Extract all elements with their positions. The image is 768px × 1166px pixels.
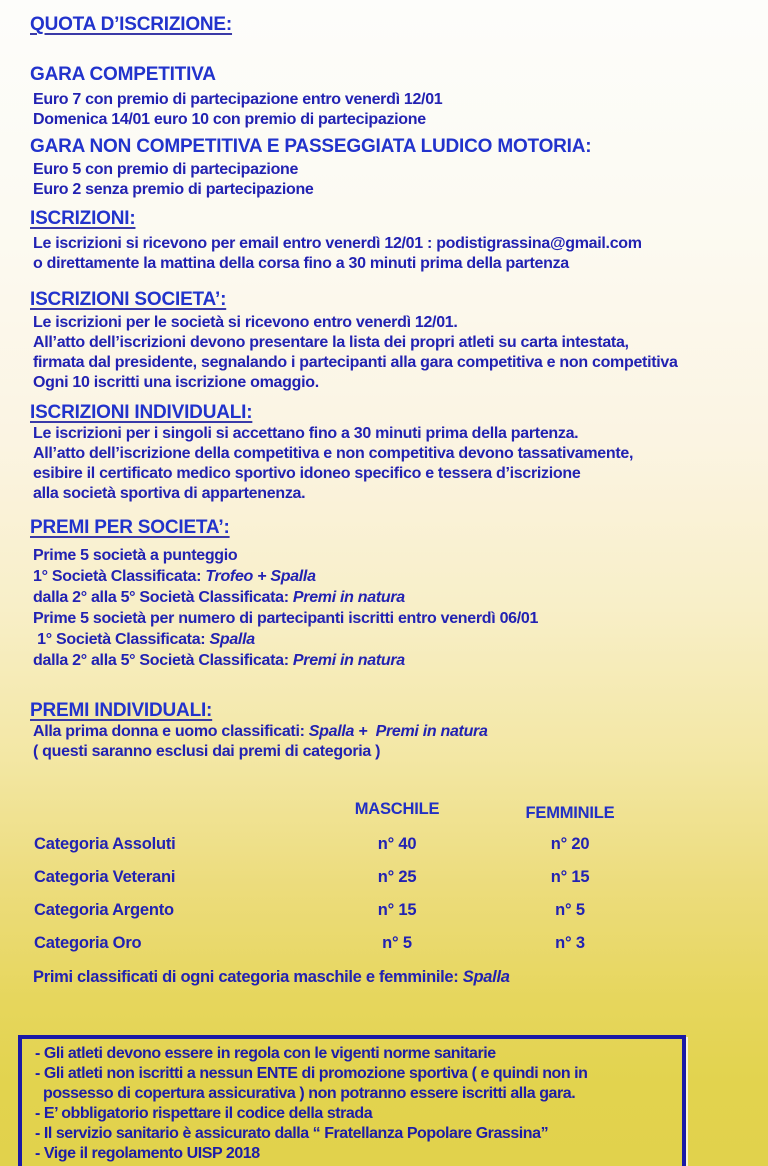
text-plain: Alla prima donna e uomo classificati: — [33, 723, 309, 740]
section-gara-non-competitiva — [30, 160, 758, 200]
table-cell-femminile: n° 20 — [550, 835, 590, 853]
text-line — [30, 566, 758, 587]
text-line — [30, 545, 758, 566]
section-heading-iscrizioni: ISCRIZIONI: — [30, 208, 136, 229]
notice-line: - Il servizio sanitario è assicurato dalla “ Fratellanza Popolare Grassina” — [35, 1125, 549, 1142]
text-plain: 1° Società Classificata: — [33, 568, 206, 585]
table-cell-femminile: n° 15 — [550, 868, 590, 886]
table-header-maschile: MASCHILE — [354, 800, 440, 818]
notice-box — [18, 1035, 686, 1166]
text-line — [30, 722, 758, 742]
text-plain: Prime 5 società per numero di partecipanti iscritti entro venerdì 06/01 — [33, 610, 539, 627]
section-heading-gara-non-competitiva: GARA NON COMPETITIVA E PASSEGGIATA LUDICO MOTORIA: — [30, 136, 592, 157]
table-row — [30, 835, 758, 854]
text-line — [30, 650, 758, 671]
text-line: alla società sportiva di appartenenza. — [33, 485, 306, 502]
table-cell-maschile: n° 25 — [377, 868, 417, 886]
text-line: All’atto dell’iscrizioni devono presentare la lista dei propri atleti su carta intestata, — [33, 334, 629, 351]
text-line-email: Le iscrizioni si ricevono per email entro venerdì 12/01 : podistigrassina@gmail.com — [33, 235, 642, 252]
table-cell-label: Categoria Argento — [34, 901, 174, 919]
text-italic: Premi in natura — [292, 652, 405, 669]
text-line: firmata dal presidente, segnalando i partecipanti alla gara competitiva e non competitiva — [33, 354, 678, 371]
table-cell-maschile: n° 15 — [377, 901, 417, 919]
table-header-row — [30, 800, 758, 822]
text-line: Euro 5 con premio di partecipazione — [33, 161, 299, 178]
notice-line: - E’ obbligatorio rispettare il codice della strada — [35, 1105, 373, 1122]
text-line: Euro 7 con premio di partecipazione entro venerdì 12/01 — [33, 91, 443, 108]
text-line: Ogni 10 iscritti una iscrizione omaggio. — [33, 374, 319, 391]
text-line: All’atto dell’iscrizione della competitiva e non competitiva devono tassativamente, — [33, 445, 634, 462]
section-iscrizioni-individuali — [30, 424, 758, 504]
text-line: o direttamente la mattina della corsa fino a 30 minuti prima della partenza — [33, 255, 569, 272]
table-row — [30, 901, 758, 920]
section-heading-iscrizioni-societa: ISCRIZIONI SOCIETA’: — [30, 289, 227, 310]
section-heading-premi-individuali: PREMI INDIVIDUALI: — [30, 700, 213, 721]
section-iscrizioni — [30, 234, 758, 274]
table-header-femminile: FEMMINILE — [525, 804, 615, 822]
text-plain: dalla 2° alla 5° Società Classificata: — [33, 652, 293, 669]
table-cell-maschile: n° 40 — [377, 835, 417, 853]
text-italic: Spalla + Premi in natura — [308, 723, 488, 740]
text-plain: 1° Società Classificata: — [33, 631, 210, 648]
table-footer-note — [30, 967, 758, 987]
page-title: QUOTA D’ISCRIZIONE: — [30, 14, 233, 35]
text-line: Le iscrizioni per le società si ricevono entro venerdì 12/01. — [33, 314, 458, 331]
table-row — [30, 934, 758, 953]
text-line: esibire il certificato medico sportivo idoneo specifico e tessera d’iscrizione — [33, 465, 581, 482]
text-plain: ( questi saranno esclusi dai premi di categoria ) — [33, 743, 381, 760]
text-line — [30, 608, 758, 629]
notice-line: possesso di copertura assicurativa ) non potranno essere iscritti alla gara. — [35, 1085, 576, 1102]
text-line: Domenica 14/01 euro 10 con premio di partecipazione — [33, 111, 426, 128]
section-gara-competitiva — [30, 90, 758, 130]
text-italic: Premi in natura — [292, 589, 405, 606]
text-plain: Prime 5 società a punteggio — [33, 547, 238, 564]
category-table — [30, 800, 758, 987]
notice-line: - Gli atleti non iscritti a nessun ENTE di promozione sportiva ( e quindi non in — [35, 1065, 588, 1082]
text-italic: Spalla — [209, 631, 255, 648]
text-italic: Spalla — [462, 968, 510, 986]
text-line — [30, 742, 758, 762]
text-line: Euro 2 senza premio di partecipazione — [33, 181, 314, 198]
section-iscrizioni-societa — [30, 313, 758, 393]
table-cell-label: Categoria Assoluti — [34, 835, 176, 853]
section-premi-societa — [30, 545, 758, 671]
table-cell-label: Categoria Oro — [34, 934, 142, 952]
table-cell-maschile: n° 5 — [382, 934, 412, 952]
table-row — [30, 868, 758, 887]
section-heading-iscrizioni-individuali: ISCRIZIONI INDIVIDUALI: — [30, 402, 253, 423]
section-premi-individuali — [30, 722, 758, 762]
table-cell-label: Categoria Veterani — [34, 868, 176, 886]
section-heading-gara-competitiva: GARA COMPETITIVA — [30, 64, 216, 85]
text-italic: Trofeo + Spalla — [205, 568, 316, 585]
table-cell-femminile: n° 5 — [555, 901, 585, 919]
text-plain: dalla 2° alla 5° Società Classificata: — [33, 589, 293, 606]
notice-line: - Gli atleti devono essere in regola con le vigenti norme sanitarie — [35, 1045, 496, 1062]
table-cell-femminile: n° 3 — [555, 934, 585, 952]
notice-line: - Vige il regolamento UISP 2018 — [35, 1145, 260, 1162]
text-line: Le iscrizioni per i singoli si accettano fino a 30 minuti prima della partenza. — [33, 425, 579, 442]
section-heading-premi-societa: PREMI PER SOCIETA’: — [30, 517, 230, 538]
text-plain: Primi classificati di ogni categoria maschile e femminile: — [33, 968, 463, 986]
text-line — [30, 629, 758, 650]
text-line — [30, 587, 758, 608]
